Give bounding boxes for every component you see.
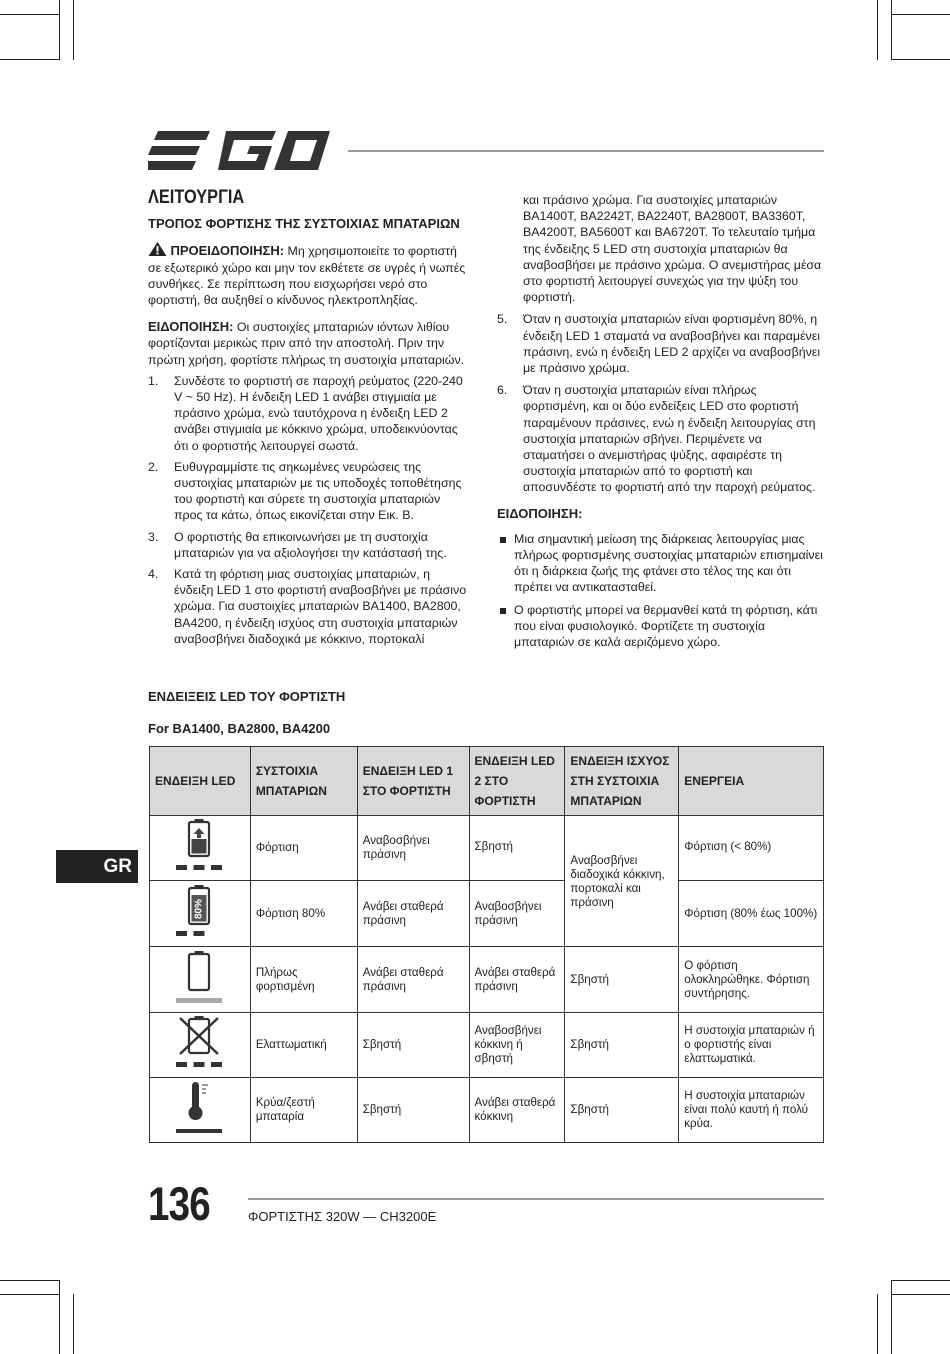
led-heading: ΕΝΔΕΙΞΕΙΣ LED ΤΟΥ ΦΟΡΤΙΣΤΗ	[148, 689, 346, 704]
step-item	[148, 373, 471, 454]
table-row	[150, 1078, 824, 1143]
step-text: Όταν η συστοιχία μπαταριών είναι φορτισμένη 80%, η ένδειξη LED 1 σταματά να αναβοσβήνει και παραμένει πράσινη, ενώ η ένδειξη LED 2 αρχίζει να αναβοσβήνει με πράσινο χρώμα.	[523, 312, 821, 376]
warning-text: Μη χρησιμοποιείτε το φορτιστή σε εξωτερικό χώρο και μην τον εκθέτετε σε υγρές ή νωπές συνθήκες. Σε περίπτωση που εισχωρήσει νερό στο φορτιστή, θα αυξηθεί ο κίνδυνος ηλεκτροπληξίας.	[148, 244, 466, 308]
action-text: Φόρτιση (< 80%)	[679, 816, 824, 881]
step-text: Συνδέστε το φορτιστή σε παροχή ρεύματος (220-240 V ~ 50 Hz). Η ένδειξη LED 1 ανάβει στιγμιαία με πράσινο χρώμα, ενώ ταυτόχρονα η ένδειξη LED 2 ανάβει στιγμιαία με κόκκινο χρώμα, υποδεικνύοντας ότι ο φορτιστής λειτουργεί σωστά.	[174, 373, 463, 453]
notice-bullets	[497, 531, 824, 650]
faulty-battery-icon	[170, 1014, 230, 1072]
step-number: 4.	[148, 567, 159, 582]
steps-list	[148, 373, 471, 647]
column-header: ΕΝΔΕΙΞΗ LED 1 ΣΤΟ ΦΟΡΤΙΣΤΗ	[357, 747, 469, 816]
crop-mark	[877, 0, 878, 60]
notice-label: ΕΙΔΟΠΟΙΗΣΗ:	[148, 319, 234, 335]
notice-label-2: ΕΙΔΟΠΟΙΗΣΗ:	[497, 505, 583, 521]
bullet-marker	[500, 608, 506, 614]
subsection-title: ΤΡΟΠΟΣ ΦΟΡΤΙΣΗΣ ΤΗΣ ΣΥΣΤΟΙΧΙΑΣ ΜΠΑΤΑΡΙΩΝ	[148, 216, 460, 232]
step-item	[497, 382, 824, 495]
led2-status: Ανάβει σταθερά πράσινη	[469, 947, 565, 1013]
led2-status: Ανάβει σταθερά κόκκινη	[469, 1078, 565, 1143]
battery-status: Πλήρως φορτισμένη	[250, 947, 357, 1013]
warning-paragraph	[148, 241, 471, 308]
step-number: 2.	[148, 459, 159, 474]
battery-80-icon	[170, 883, 230, 941]
step-number: 1.	[148, 373, 159, 388]
language-tab: GR	[56, 850, 138, 883]
footer-rule	[248, 1198, 824, 1200]
action-text: Ο φόρτιση ολοκληρώθηκε. Φόρτιση συντήρησης.	[679, 947, 824, 1013]
action-text: Η συστοιχία μπαταριών ή ο φορτιστής είναι ελαττωματικά.	[679, 1013, 824, 1078]
table-row	[150, 947, 824, 1013]
step-number: 3.	[148, 529, 159, 544]
power-status: Σβηστή	[565, 1078, 679, 1143]
column-header: ΕΝΔΕΙΞΗ LED 2 ΣΤΟ ΦΟΡΤΙΣΤΗ	[469, 747, 565, 816]
left-column	[148, 187, 471, 647]
step-number: 5.	[497, 312, 508, 327]
full-battery-icon	[170, 949, 230, 1007]
led1-status: Ανάβει σταθερά πράσινη	[357, 947, 469, 1013]
notice-text: Οι συστοιχίες μπαταριών ιόντων λιθίου φορτίζονται μερικώς πριν από την αποστολή. Πριν την πρώτη χρήση, φορτίστε πλήρως τη συστοιχία μπαταριών.	[148, 320, 465, 367]
header-rule	[348, 150, 824, 152]
bullet-marker	[500, 537, 506, 543]
led-icon-cell	[150, 1078, 251, 1143]
crop-mark	[59, 1280, 60, 1354]
crop-mark	[0, 59, 60, 60]
warning-label: ΠΡΟΕΙΔΟΠΟΙΗΣΗ:	[170, 243, 285, 259]
warning-icon	[148, 241, 167, 257]
thermometer-icon	[170, 1079, 230, 1137]
column-header: ΕΝΔΕΙΞΗ LED	[150, 747, 251, 816]
led2-status: Σβηστή	[469, 816, 565, 881]
step-text: Ο φορτιστής θα επικοινωνήσει με τη συστοιχία μπαταριών για να αξιολογήσει την κατάστασή της.	[174, 529, 447, 560]
step-item	[148, 459, 471, 524]
table-row	[150, 1013, 824, 1078]
crop-mark	[73, 0, 74, 60]
column-header: ΣΥΣΤΟΙΧΙΑ ΜΠΑΤΑΡΙΩΝ	[250, 747, 357, 816]
notice-paragraph	[148, 319, 471, 368]
charging-battery-icon	[170, 817, 230, 875]
action-text: Φόρτιση (80% έως 100%)	[679, 881, 824, 947]
step-item	[148, 566, 471, 647]
crop-mark	[891, 1294, 950, 1295]
battery-status: Φόρτιση 80%	[250, 881, 357, 947]
crop-mark	[0, 1294, 60, 1295]
right-column	[497, 192, 824, 650]
led1-status: Ανάβει σταθερά πράσινη	[357, 881, 469, 947]
led-subheading: For BA1400, BA2800, BA4200	[148, 721, 331, 736]
led-icon-cell	[150, 1013, 251, 1078]
steps-list-continued	[497, 311, 824, 495]
bullet-text: Ο φορτιστής μπορεί να θερμανθεί κατά τη φόρτιση, κάτι που είναι φυσιολογικό. Φορτίζετε τη συστοιχία μπαταριών σε καλά αεριζόμενο χώρο.	[514, 602, 818, 650]
step-item	[497, 311, 824, 376]
led2-status: Αναβοσβήνει κόκκινη ή σβηστή	[469, 1013, 565, 1078]
led1-status: Αναβοσβήνει πράσινη	[357, 816, 469, 881]
step4-continued: και πράσινο χρώμα. Για συστοιχίες μπαταριών BA1400T, BA2242T, BA2240T, BA2800T, BA3360T, BA4200T, BA5600T και BA6720T. Το τελευταίο τμήμα της ένδειξης 5 LED στη συστοιχία μπαταριών θα αναβοσβήσει με πράσινο χρώμα. Ο ανεμιστήρας μέσα στο φορτιστή λειτουργεί συνεχώς για την ψύξη του φορτιστή.	[523, 193, 822, 305]
power-status: Σβηστή	[565, 1013, 679, 1078]
crop-mark	[0, 14, 60, 15]
crop-mark	[877, 1294, 878, 1354]
column-header: ΕΝΕΡΓΕΙΑ	[679, 747, 824, 816]
step-text: Όταν η συστοιχία μπαταριών είναι πλήρως φορτισμένη, και οι δύο ενδείξεις LED στο φορτιστή παραμένουν πράσινες, ενώ η ένδειξη λειτουργίας στη συστοιχία μπαταριών σβήνει. Περιμένετε να σταματήσει ο ανεμιστήρας ψύξης, αφαιρέστε τη συστοιχία μπαταριών από το φορτιστή και αποσυνδέστε το φορτιστή από την παροχή ρεύματος.	[523, 383, 816, 495]
battery-status: Ελαττωματική	[250, 1013, 357, 1078]
page-number: 136	[148, 1177, 210, 1230]
crop-mark	[0, 1280, 60, 1281]
bullet-item	[497, 602, 824, 651]
step-text: Κατά τη φόρτιση μιας συστοιχίας μπαταριών, η ένδειξη LED 1 στο φορτιστή αναβοσβήνει με πράσινο χρώμα. Για συστοιχίες μπαταριών BA1400, BA2800, BA4200, η ένδειξη ισχύος στη συστοιχία μπαταριών αναβοσβήνει διαδοχικά με κόκκινο, πορτοκαλί	[174, 567, 467, 646]
step-text: Ευθυγραμμίστε τις σηκωμένες νευρώσεις της συστοιχίας μπαταριών με τις υποδοχές τοποθέτησης του φορτιστή και σύρετε τη συστοιχία μπαταριών προς τα κάτω, όπως εικονίζεται στην Εικ. B.	[174, 459, 462, 523]
led1-status: Σβηστή	[357, 1013, 469, 1078]
power-status: Αναβοσβήνει διαδοχικά κόκκινη, πορτοκαλί και πράσινη	[565, 816, 679, 947]
led2-status: Αναβοσβήνει πράσινη	[469, 881, 565, 947]
battery-status: Κρύα/ζεστή μπαταρία	[250, 1078, 357, 1143]
power-status: Σβηστή	[565, 947, 679, 1013]
section-title: ΛΕΙΤΟΥΡΓΙΑ	[148, 187, 245, 208]
table-header-row	[150, 747, 824, 816]
battery-status: Φόρτιση	[250, 816, 357, 881]
bullet-text: Μια σημαντική μείωση της διάρκειας λειτουργίας μιας πλήρως φορτισμένης συστοιχίας μπαταριών επισημαίνει ότι η διάρκεια ζωής της φτάνει στο τέλος της και ότι πρέπει να αντικατασταθεί.	[514, 531, 823, 595]
bullet-item	[497, 531, 824, 596]
led-icon-cell	[150, 947, 251, 1013]
action-text: Η συστοιχία μπαταριών είναι πολύ καυτή ή πολύ κρύα.	[679, 1078, 824, 1143]
table-row	[150, 881, 824, 947]
led-icon-cell	[150, 881, 251, 947]
footer-text: ΦΟΡΤΙΣΤΗΣ 320W — CH3200E	[248, 1209, 437, 1224]
column-header: ΕΝΔΕΙΞΗ ΙΣΧΥΟΣ ΣΤΗ ΣΥΣΤΟΙΧΙΑ ΜΠΑΤΑΡΙΩΝ	[565, 747, 679, 816]
crop-mark	[73, 1294, 74, 1354]
table-row	[150, 816, 824, 881]
crop-mark	[891, 59, 950, 60]
ego-logo	[148, 128, 333, 173]
crop-mark	[891, 1280, 950, 1281]
crop-mark	[891, 0, 892, 60]
step-item	[148, 529, 471, 561]
battery-80-label: 80%	[193, 898, 205, 919]
led-icon-cell	[150, 816, 251, 881]
led-table	[149, 746, 824, 1143]
led1-status: Σβηστή	[357, 1078, 469, 1143]
crop-mark	[59, 0, 60, 60]
crop-mark	[891, 1280, 892, 1354]
step-number: 6.	[497, 383, 508, 398]
crop-mark	[891, 14, 950, 15]
